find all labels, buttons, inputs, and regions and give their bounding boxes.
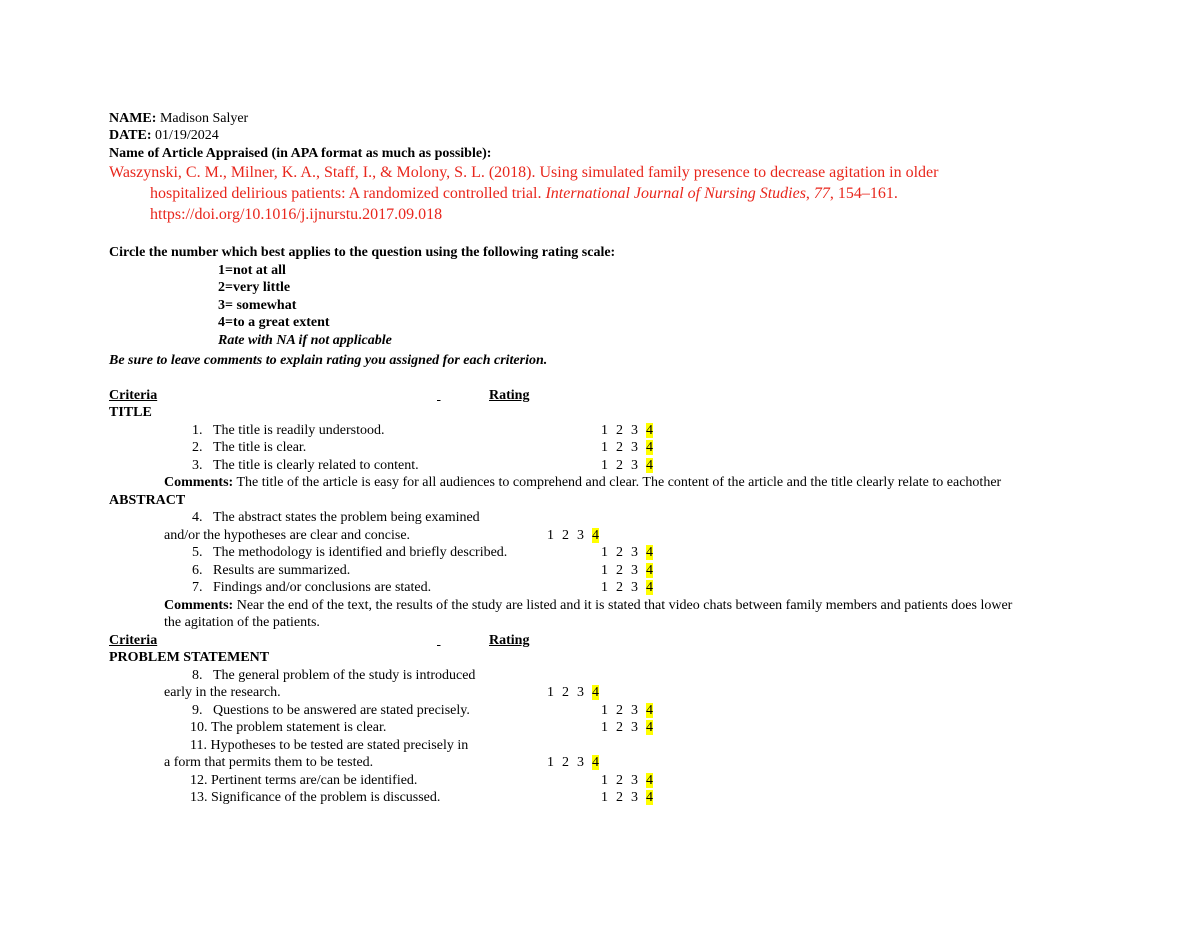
item-number: 2. (192, 440, 203, 455)
abstract-comments (164, 597, 1012, 614)
scale-level-3: 3= somewhat (218, 298, 297, 313)
name-label: NAME: (109, 111, 157, 126)
item-text: Pertinent terms are/can be identified. (211, 773, 418, 788)
comments-text: The title of the article is easy for all audiences to comprehend and clear. The content of the article and the title clearly relate to eachother (233, 475, 1002, 490)
item-number: 4. (192, 510, 203, 525)
criterion-item (192, 667, 475, 684)
date-label: DATE: (109, 128, 152, 143)
item-text: The title is clear. (213, 440, 307, 455)
title-comments (164, 474, 1001, 491)
rating-options[interactable]: 1 2 3 4 (601, 440, 653, 455)
item-text: Hypotheses to be tested are stated precisely in (210, 738, 469, 753)
criterion-item (192, 509, 480, 526)
item-text: The title is readily understood. (213, 423, 385, 438)
criterion-item (190, 772, 417, 789)
criterion-item (192, 457, 419, 474)
scale-level-1: 1=not at all (218, 263, 286, 278)
item-number: 1. (192, 423, 203, 438)
rating-options[interactable]: 1 2 3 4 (601, 563, 653, 578)
comments-label: Comments: (164, 475, 234, 490)
item-text: The general problem of the study is introduced (213, 668, 476, 683)
rating-options[interactable]: 1 2 3 4 (547, 685, 599, 700)
criterion-item (190, 719, 386, 736)
scale-instruction: Circle the number which best applies to the question using the following rating scale: (109, 245, 616, 260)
selected-rating[interactable]: 4 (646, 580, 653, 595)
scale-level-2: 2=very little (218, 280, 291, 295)
rating-underline (437, 632, 489, 649)
item-text: Findings and/or conclusions are stated. (213, 580, 432, 595)
criterion-item-continued: and/or the hypotheses are clear and concise. (164, 528, 411, 543)
citation-title: hospitalized delirious patients: A randomized controlled trial. (150, 185, 546, 202)
rating-options[interactable]: 1 2 3 4 (601, 773, 653, 788)
abstract-comments-continued: the agitation of the patients. (164, 615, 320, 630)
date-line (109, 127, 219, 144)
criteria-header: Criteria (109, 388, 158, 403)
criterion-item (192, 579, 431, 596)
section-problem-heading: PROBLEM STATEMENT (109, 650, 270, 665)
criterion-item (192, 439, 306, 456)
rating-options[interactable]: 1 2 3 4 (601, 720, 653, 735)
rating-underline (437, 387, 489, 404)
criterion-item (190, 737, 468, 754)
selected-rating[interactable]: 4 (592, 755, 599, 770)
item-number: 7. (192, 580, 203, 595)
citation-line-1: Waszynski, C. M., Milner, K. A., Staff, I., & Molony, S. L. (2018). Using simulated family presence to decrease agitation in older (109, 164, 939, 181)
rating-options[interactable]: 1 2 3 4 (601, 580, 653, 595)
citation-pages: , 154–161. (829, 185, 898, 202)
citation-volume: 77 (813, 185, 830, 202)
selected-rating[interactable]: 4 (646, 773, 653, 788)
criterion-item (192, 544, 507, 561)
rating-options[interactable]: 1 2 3 4 (601, 545, 653, 560)
criterion-item (192, 422, 384, 439)
criterion-item (192, 562, 350, 579)
item-number: 11. (190, 738, 207, 753)
selected-rating[interactable]: 4 (592, 528, 599, 543)
selected-rating[interactable]: 4 (646, 790, 653, 805)
criteria-header: Criteria (109, 633, 158, 648)
criterion-item-continued: a form that permits them to be tested. (164, 755, 374, 770)
rating-options[interactable]: 1 2 3 4 (601, 703, 653, 718)
item-text: The title is clearly related to content. (213, 458, 419, 473)
criterion-item (190, 789, 440, 806)
item-text: The problem statement is clear. (211, 720, 387, 735)
citation-doi: https://doi.org/10.1016/j.ijnurstu.2017.09.018 (150, 206, 443, 223)
criterion-item (192, 702, 470, 719)
item-number: 6. (192, 563, 203, 578)
comments-text: Near the end of the text, the results of the study are listed and it is stated that video chats between family members and patients does lower (233, 598, 1013, 613)
date-value: 01/19/2024 (151, 128, 219, 143)
selected-rating[interactable]: 4 (592, 685, 599, 700)
selected-rating[interactable]: 4 (646, 703, 653, 718)
rating-options[interactable]: 1 2 3 4 (547, 528, 599, 543)
citation-journal: International Journal of Nursing Studies (545, 185, 806, 202)
scale-level-4: 4=to a great extent (218, 315, 330, 330)
item-number: 10. (190, 720, 208, 735)
rating-options[interactable]: 1 2 3 4 (601, 790, 653, 805)
comment-note: Be sure to leave comments to explain rating you assigned for each criterion. (109, 353, 548, 368)
criterion-item-continued: early in the research. (164, 685, 281, 700)
selected-rating[interactable]: 4 (646, 423, 653, 438)
name-value: Madison Salyer (156, 111, 249, 126)
citation-line-2 (150, 184, 898, 204)
name-line (109, 110, 248, 127)
rating-label: Rating (489, 388, 530, 403)
item-text: Results are summarized. (213, 563, 351, 578)
selected-rating[interactable]: 4 (646, 720, 653, 735)
item-number: 9. (192, 703, 203, 718)
rating-options[interactable]: 1 2 3 4 (547, 755, 599, 770)
section-abstract-heading: ABSTRACT (109, 493, 186, 508)
citation-separator: , (805, 185, 814, 202)
rating-header (437, 632, 529, 649)
rating-header (437, 387, 529, 404)
item-text: The abstract states the problem being examined (213, 510, 480, 525)
selected-rating[interactable]: 4 (646, 563, 653, 578)
article-label: Name of Article Appraised (in APA format as much as possible): (109, 146, 492, 161)
rating-label: Rating (489, 633, 530, 648)
item-number: 8. (192, 668, 203, 683)
selected-rating[interactable]: 4 (646, 440, 653, 455)
item-text: Questions to be answered are stated precisely. (213, 703, 470, 718)
item-number: 13. (190, 790, 208, 805)
item-number: 12. (190, 773, 208, 788)
selected-rating[interactable]: 4 (646, 545, 653, 560)
item-text: Significance of the problem is discussed. (211, 790, 441, 805)
selected-rating[interactable]: 4 (646, 458, 653, 473)
scale-na: Rate with NA if not applicable (218, 333, 392, 348)
item-number: 5. (192, 545, 203, 560)
rating-options[interactable]: 1 2 3 4 (601, 458, 653, 473)
rating-options[interactable]: 1 2 3 4 (601, 423, 653, 438)
item-number: 3. (192, 458, 203, 473)
item-text: The methodology is identified and briefly described. (213, 545, 508, 560)
comments-label: Comments: (164, 598, 234, 613)
section-title-heading: TITLE (109, 405, 152, 420)
